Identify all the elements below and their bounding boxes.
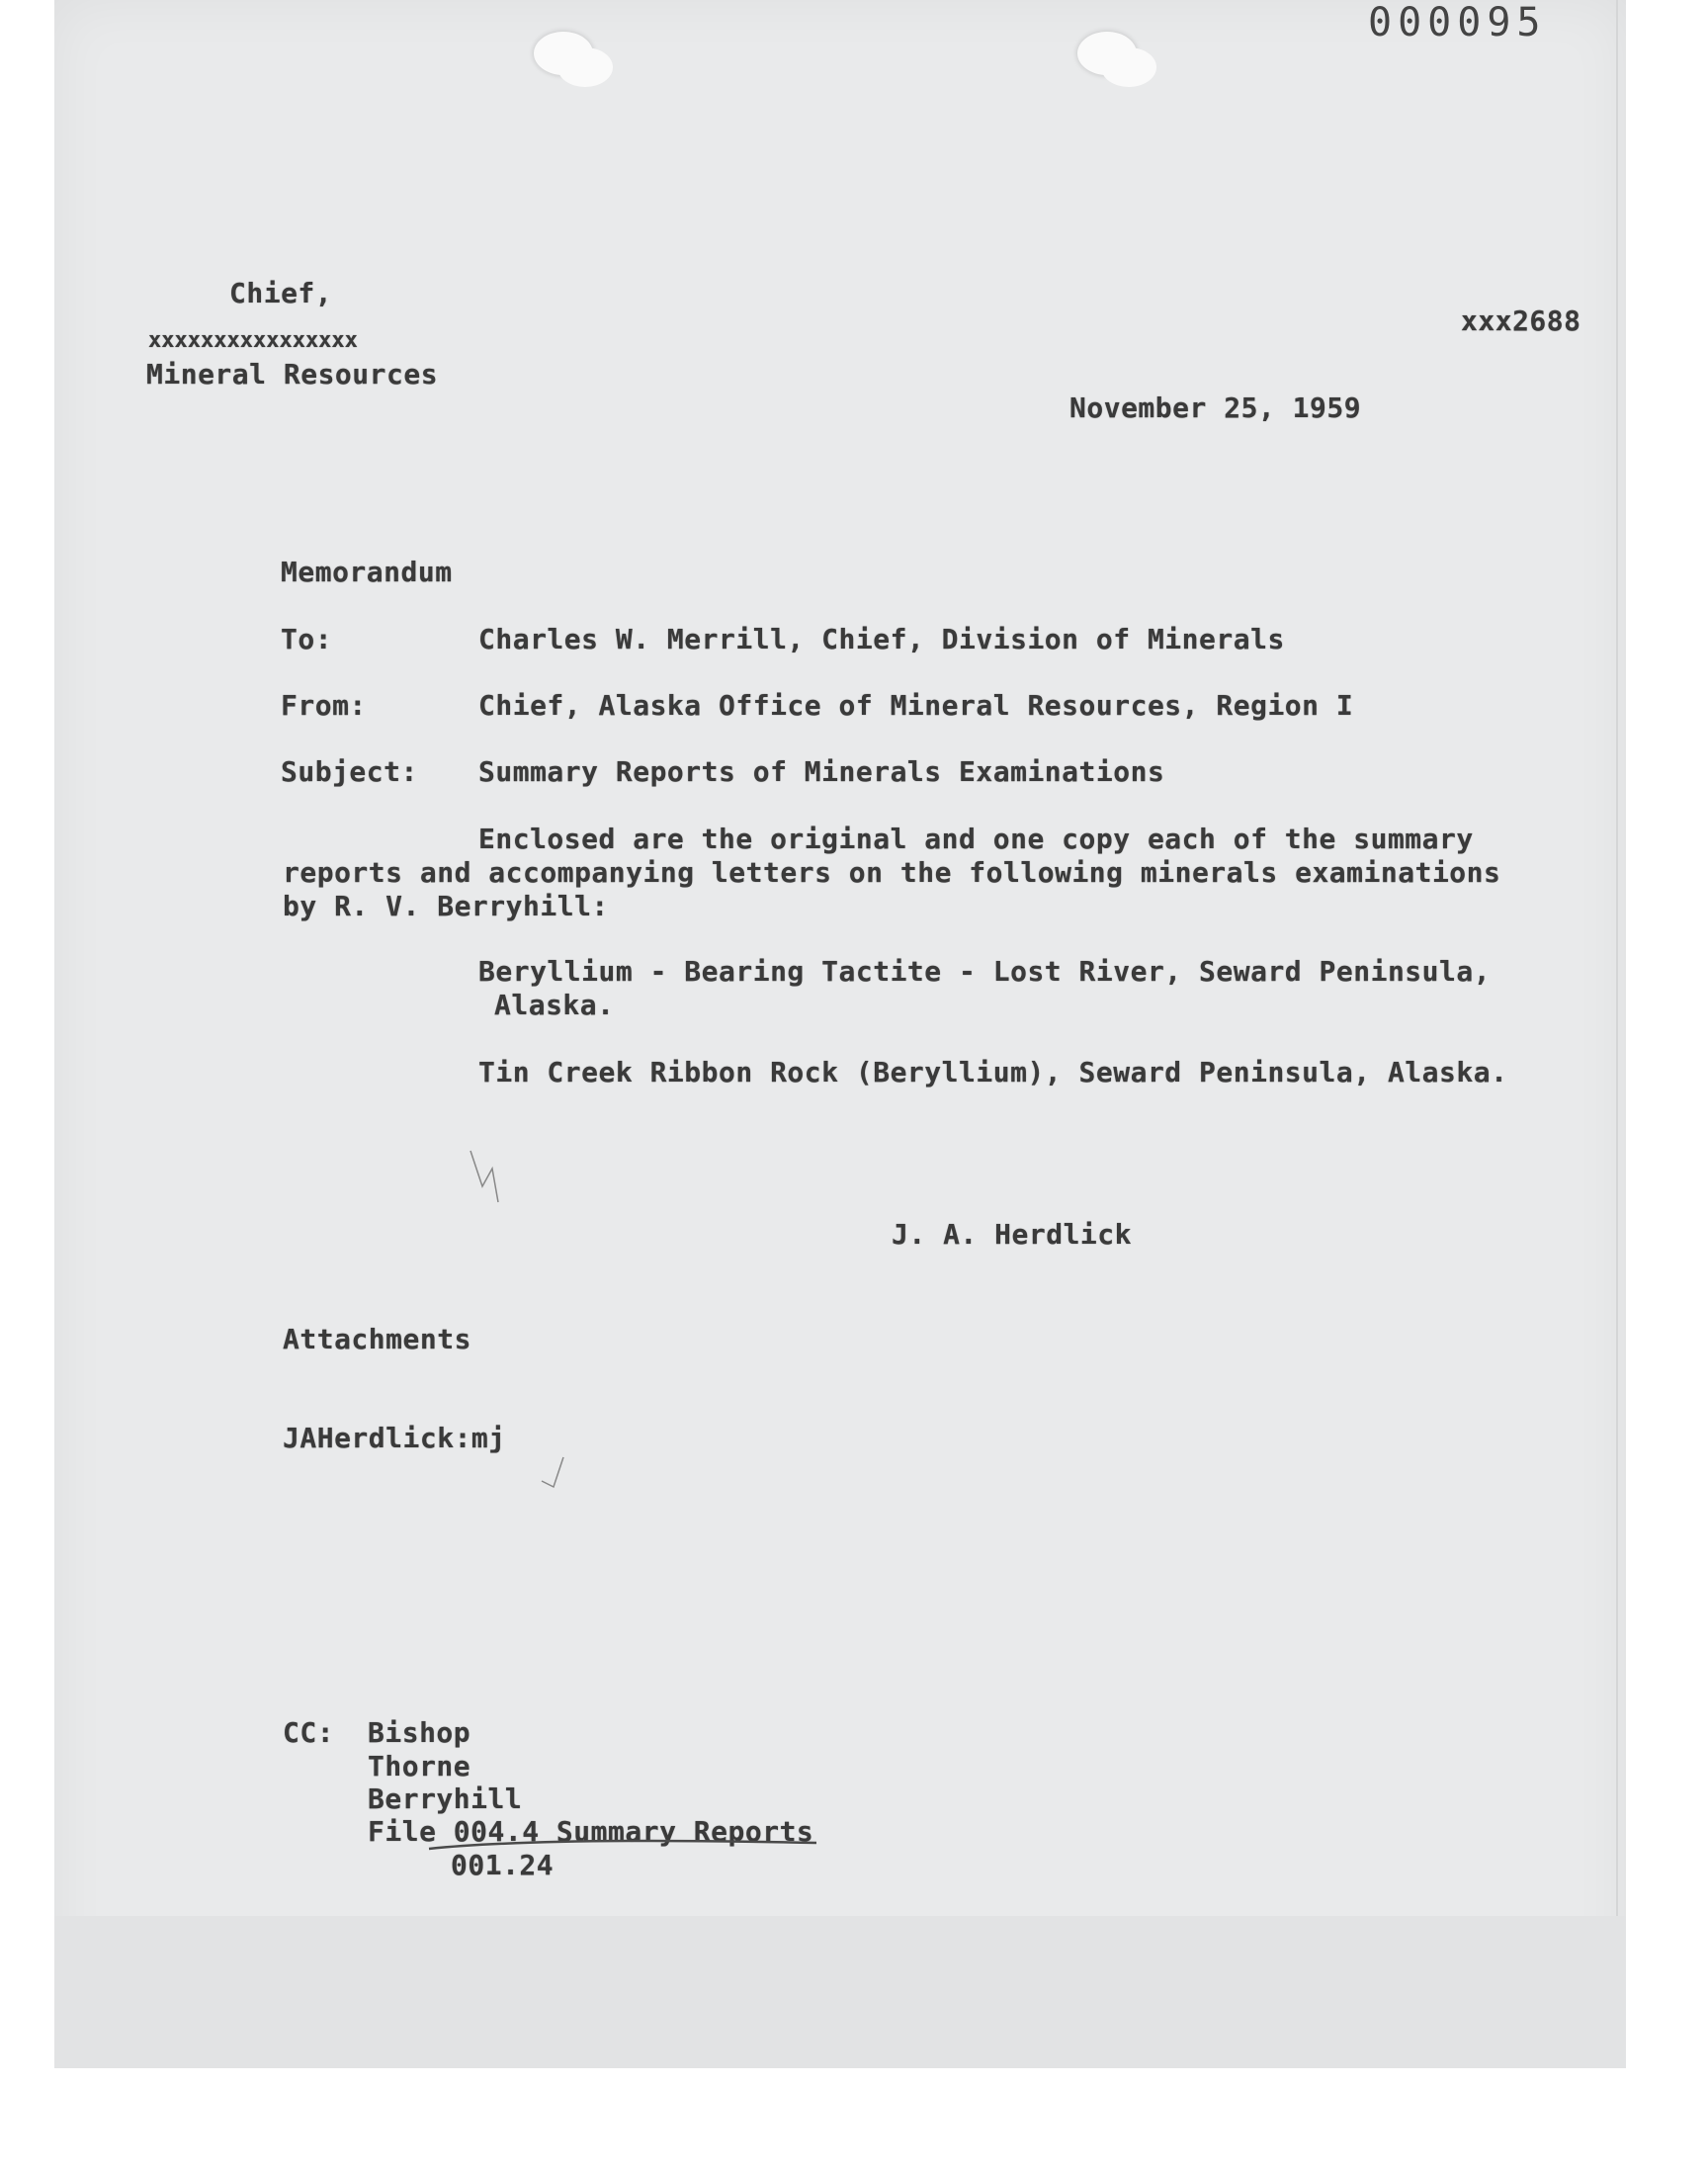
document-stamp-number: 000095: [1368, 0, 1547, 45]
subject-value: Summary Reports of Minerals Examinations: [478, 755, 1165, 788]
reference-code: xxx2688: [1461, 304, 1581, 337]
typist-initials: JAHerdlick:mj: [283, 1422, 506, 1454]
to-value: Charles W. Merrill, Chief, Division of Minerals: [478, 623, 1285, 655]
pencil-mark: [465, 1147, 504, 1206]
document-sheet: [54, 0, 1626, 2068]
struck-out-line: xxxxxxxxxxxxxxxx: [148, 328, 358, 353]
enclosure-item-1-line-2: Alaska.: [494, 989, 615, 1021]
sender-office: Mineral Resources: [146, 358, 439, 391]
attachments-label: Attachments: [283, 1323, 471, 1355]
from-label: From:: [281, 689, 367, 722]
cc-label: CC:: [283, 1716, 335, 1749]
to-label: To:: [281, 623, 333, 655]
cc-file-line: File 004.4 Summary Reports: [368, 1815, 814, 1848]
memo-heading: Memorandum: [281, 556, 453, 588]
pencil-mark: [534, 1453, 573, 1493]
cc-name: Bishop: [368, 1716, 471, 1749]
document-sheet-lower-band: [54, 1916, 1626, 2068]
body-line-2: reports and accompanying letters on the following minerals examinations: [283, 856, 1501, 889]
cc-name: Berryhill: [368, 1783, 523, 1815]
enclosure-item-2: Tin Creek Ribbon Rock (Beryllium), Seward Peninsula, Alaska.: [478, 1056, 1508, 1088]
enclosure-item-1-line-1: Beryllium - Bearing Tactite - Lost River, Seward Peninsula,: [478, 955, 1492, 988]
punch-hole-left: [534, 32, 593, 75]
from-value: Chief, Alaska Office of Mineral Resources, Region I: [478, 689, 1354, 722]
page-edge: [1616, 0, 1618, 2068]
sender-title: Chief,: [229, 277, 333, 309]
body-line-1: Enclosed are the original and one copy each of the summary: [478, 823, 1474, 855]
handwritten-underline: [425, 1835, 820, 1855]
signature-name: J. A. Herdlick: [892, 1218, 1133, 1251]
cc-name: Thorne: [368, 1750, 471, 1783]
punch-hole-right: [1077, 32, 1137, 75]
memo-date: November 25, 1959: [1069, 392, 1362, 424]
subject-label: Subject:: [281, 755, 418, 788]
body-line-3: by R. V. Berryhill:: [283, 890, 609, 922]
cc-file-subnumber: 001.24: [451, 1849, 555, 1881]
